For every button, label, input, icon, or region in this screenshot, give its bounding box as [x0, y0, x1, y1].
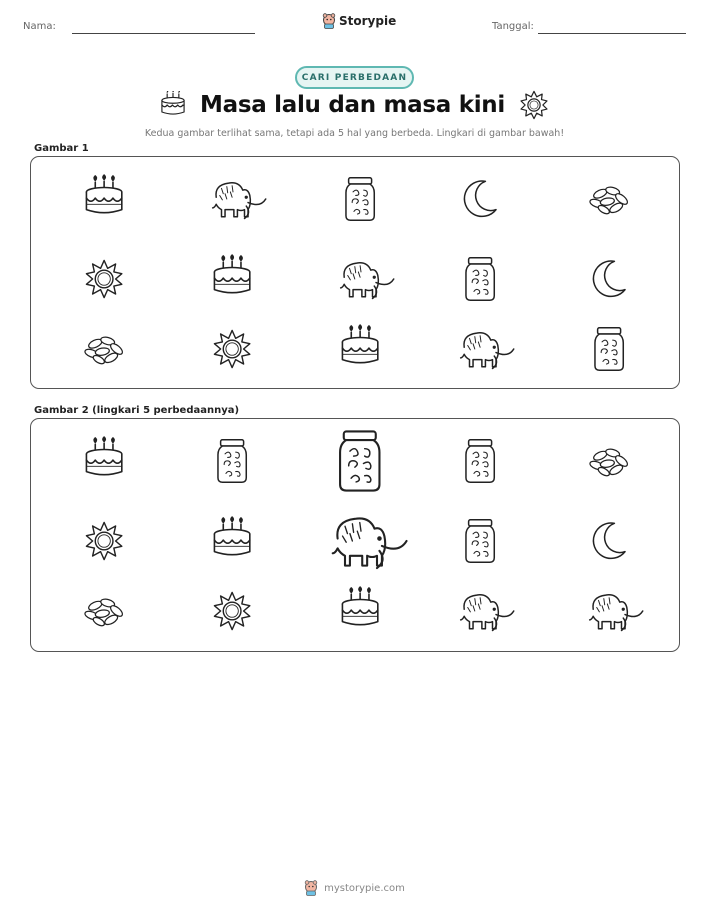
activity-badge: CARI PERBEDAAN [295, 66, 414, 89]
logo [322, 13, 396, 29]
cake-icon [210, 518, 256, 564]
picture1-panel [30, 156, 680, 389]
picture1-cell-r2-c3 [338, 256, 384, 302]
name-label: Nama: [23, 21, 56, 32]
sun-icon [210, 588, 256, 634]
jar-icon [329, 429, 393, 493]
sun-icon [82, 518, 128, 564]
jar-icon [210, 438, 256, 484]
mammoth-icon [329, 509, 393, 573]
cake-icon [210, 256, 256, 302]
footer [0, 880, 709, 896]
dates-icon [587, 438, 633, 484]
picture2-cell-r1-c4[interactable] [458, 438, 504, 484]
storypie-mascot-icon [304, 880, 318, 896]
cake-icon [160, 91, 186, 119]
mammoth-icon [210, 176, 256, 222]
picture1-cell-r3-c3 [338, 326, 384, 372]
picture1-cell-r1-c5 [587, 176, 633, 222]
picture2-cell-r3-c2[interactable] [210, 588, 256, 634]
moon-icon [587, 256, 633, 302]
picture2-cell-r1-c3[interactable] [329, 429, 393, 493]
sun-icon [82, 256, 128, 302]
picture1-cell-r1-c3 [338, 176, 384, 222]
cake-icon [338, 588, 384, 634]
picture2-cell-r3-c3[interactable] [338, 588, 384, 634]
picture1-cell-r3-c1 [82, 326, 128, 372]
storypie-mascot-icon [322, 13, 336, 29]
title-row [0, 90, 709, 120]
dates-icon [82, 588, 128, 634]
dates-icon [82, 326, 128, 372]
picture2-cell-r1-c5[interactable] [587, 438, 633, 484]
instructions: Kedua gambar terlihat sama, tetapi ada 5 hal yang berbeda. Lingkari di gambar bawah! [144, 128, 565, 139]
jar-icon [338, 176, 384, 222]
picture2-cell-r2-c2[interactable] [210, 518, 256, 564]
picture2-label: Gambar 2 (lingkari 5 perbedaannya) [34, 405, 240, 416]
picture2-cell-r3-c4[interactable] [458, 588, 504, 634]
picture2-cell-r2-c1[interactable] [82, 518, 128, 564]
picture2-cell-r1-c2[interactable] [210, 438, 256, 484]
jar-icon [458, 256, 504, 302]
mammoth-icon [458, 588, 504, 634]
picture1-cell-r2-c5 [587, 256, 633, 302]
date-label: Tanggal: [492, 21, 534, 32]
picture2-cell-r1-c1[interactable] [82, 438, 128, 484]
sun-icon [210, 326, 256, 372]
cake-icon [82, 438, 128, 484]
date-line[interactable] [538, 33, 686, 34]
picture2-panel[interactable] [30, 418, 680, 652]
picture2-cell-r2-c5[interactable] [587, 518, 633, 564]
picture2-cell-r2-c4[interactable] [458, 518, 504, 564]
picture1-cell-r2-c1 [82, 256, 128, 302]
footer-site[interactable]: mystorypie.com [324, 882, 405, 894]
jar-icon [587, 326, 633, 372]
moon-icon [458, 176, 504, 222]
picture1-cell-r3-c5 [587, 326, 633, 372]
picture1-cell-r2-c4 [458, 256, 504, 302]
cake-icon [338, 326, 384, 372]
mammoth-icon [458, 326, 504, 372]
sun-icon [519, 90, 549, 120]
page-title: Masa lalu dan masa kini [200, 92, 505, 118]
moon-icon [587, 518, 633, 564]
picture1-cell-r3-c2 [210, 326, 256, 372]
jar-icon [458, 438, 504, 484]
picture2-cell-r3-c5[interactable] [587, 588, 633, 634]
picture1-cell-r1-c2 [210, 176, 256, 222]
picture1-cell-r1-c1 [82, 176, 128, 222]
dates-icon [587, 176, 633, 222]
mammoth-icon [338, 256, 384, 302]
picture1-cell-r3-c4 [458, 326, 504, 372]
jar-icon [458, 518, 504, 564]
picture1-cell-r1-c4 [458, 176, 504, 222]
picture2-cell-r3-c1[interactable] [82, 588, 128, 634]
picture2-cell-r2-c3[interactable] [329, 509, 393, 573]
logo-text: Storypie [339, 14, 397, 28]
name-line[interactable] [72, 33, 255, 34]
cake-icon [82, 176, 128, 222]
picture1-label: Gambar 1 [34, 143, 89, 154]
picture1-cell-r2-c2 [210, 256, 256, 302]
mammoth-icon [587, 588, 633, 634]
